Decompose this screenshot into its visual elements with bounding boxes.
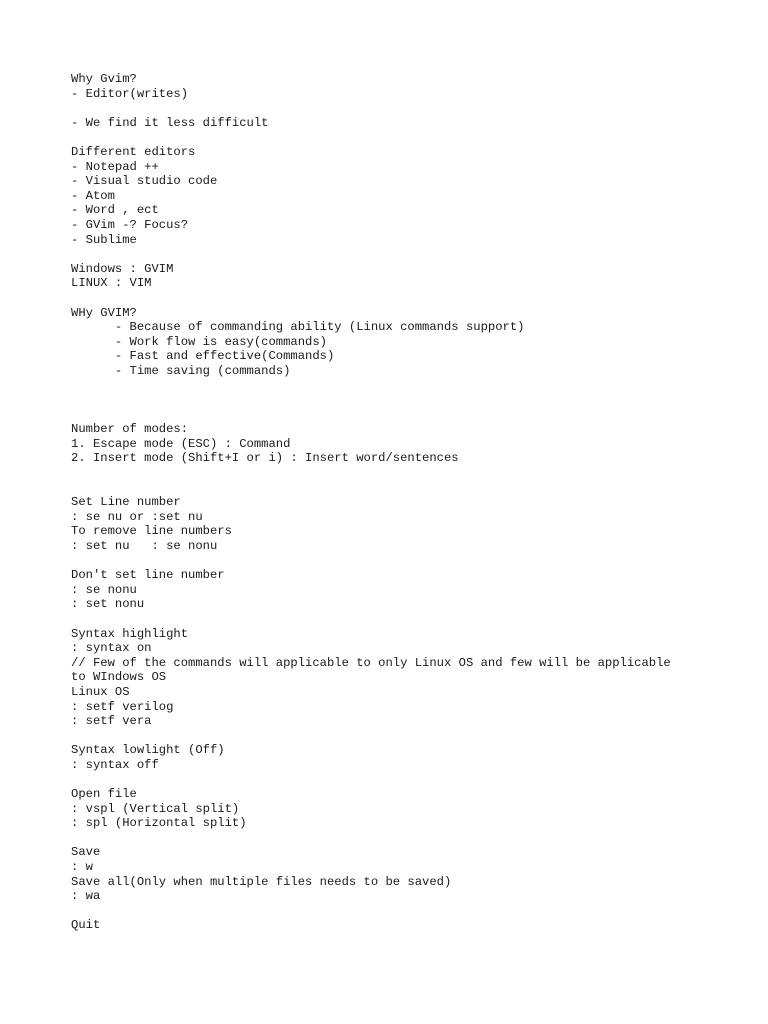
text-line: : setf verilog [71, 699, 174, 714]
blank-line [71, 291, 751, 306]
text-line: - Because of commanding ability (Linux commands support) [71, 320, 525, 335]
text-line: : set nu : se nonu [71, 539, 218, 553]
blank-line [71, 773, 751, 788]
text-line: : wa [71, 889, 101, 904]
blank-line [71, 466, 751, 481]
blank-line [71, 554, 751, 569]
text-line: LINUX : VIM [71, 276, 152, 291]
text-line: - Work flow is easy(commands) [71, 334, 327, 349]
text-line: - Word , ect [71, 203, 159, 218]
text-line: : se nu or :set nu [71, 509, 203, 524]
text-line: : w [71, 860, 93, 875]
text-line: Why Gvim? [71, 72, 137, 86]
blank-line [71, 481, 751, 496]
text-line: : syntax off [71, 757, 159, 772]
text-line: WHy GVIM? [71, 305, 137, 320]
text-line: - We find it less difficult [71, 115, 269, 130]
text-line: - Notepad ++ [71, 159, 159, 174]
text-line: Syntax lowlight (Off) [71, 743, 225, 758]
text-line: - Fast and effective(Commands) [71, 349, 335, 364]
text-line: to WIndows OS [71, 670, 167, 685]
text-line: - Time saving (commands) [71, 363, 291, 378]
text-line: : setf vera [71, 714, 152, 729]
text-line: - Visual studio code [71, 174, 218, 189]
blank-line [71, 130, 751, 145]
blank-line [71, 378, 751, 393]
text-line: // Few of the commands will applicable to only Linux OS and few will be applicable [71, 655, 671, 670]
blank-line [71, 101, 751, 116]
blank-line [71, 904, 751, 919]
blank-line [71, 831, 751, 846]
text-line: : spl (Horizontal split) [71, 816, 247, 831]
text-line: Don't set line number [71, 568, 225, 583]
text-line: - GVim -? Focus? [71, 217, 189, 232]
text-line: : vspl (Vertical split) [71, 801, 240, 816]
blank-line [71, 408, 751, 423]
text-line: : syntax on [71, 641, 152, 656]
text-line: Number of modes: [71, 422, 189, 437]
text-line: Set Line number [71, 495, 181, 510]
text-line: Save all(Only when multiple files needs to be saved) [71, 874, 452, 889]
text-line: 1. Escape mode (ESC) : Command [71, 436, 291, 451]
text-line: : se nonu [71, 582, 137, 597]
text-line: Save [71, 845, 101, 860]
text-line: - Sublime [71, 232, 137, 247]
text-line: To remove line numbers [71, 524, 232, 539]
document-page [71, 72, 751, 933]
text-line: Windows : GVIM [71, 261, 174, 276]
blank-line [71, 729, 751, 744]
text-line: Syntax highlight [71, 626, 189, 641]
blank-line [71, 393, 751, 408]
blank-line [71, 612, 751, 627]
text-line: Different editors [71, 144, 196, 159]
text-line: Linux OS [71, 684, 130, 699]
text-line: Open file [71, 787, 137, 802]
text-line: - Editor(writes) [71, 86, 189, 101]
text-line: - Atom [71, 188, 115, 203]
text-line: : set nonu [71, 597, 145, 612]
text-line: Quit [71, 918, 101, 933]
blank-line [71, 247, 751, 262]
text-line: 2. Insert mode (Shift+I or i) : Insert word/sentences [71, 451, 459, 466]
